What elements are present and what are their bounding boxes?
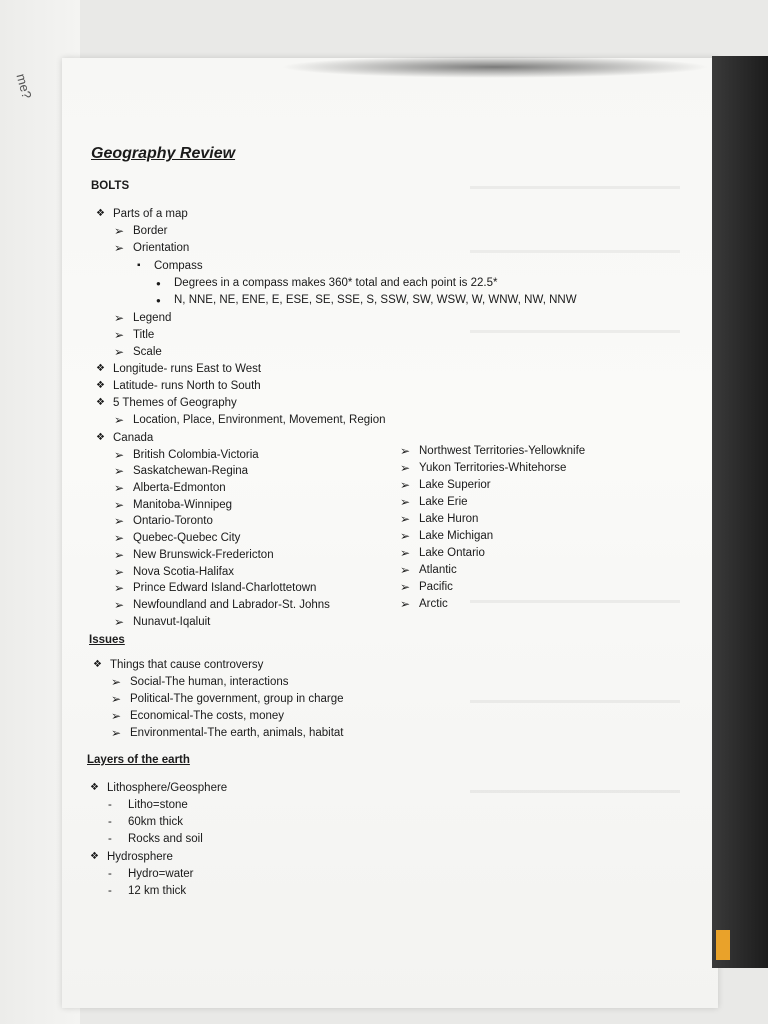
list-item: ❖ Longitude- runs East to West [113, 362, 261, 376]
list-item: ➢ Scale [133, 345, 162, 359]
list-item: ➢ Political-The government, group in charge [130, 692, 344, 706]
list-item: ➢ Title [133, 328, 154, 342]
issues-heading: Issues [89, 634, 125, 646]
margin-note: me? [13, 72, 35, 101]
list-item: ➢ Social-The human, interactions [130, 675, 289, 689]
list-item: ➢ Orientation [133, 241, 189, 255]
province-item: ➢ Newfoundland and Labrador-St. Johns [133, 598, 330, 612]
list-item: ➢ Border [133, 224, 168, 238]
province-item: ➢ Nunavut-Iqaluit [133, 615, 210, 629]
province-item: ➢ Saskatchewan-Regina [133, 464, 248, 478]
territory-lake-ocean-item: ➢ Arctic [419, 597, 448, 611]
list-item: ● Degrees in a compass makes 360* total and each point is 22.5* [174, 276, 497, 290]
territory-lake-ocean-item: ➢ Yukon Territories-Whitehorse [419, 461, 566, 475]
page-title: Geography Review [91, 145, 236, 162]
list-item: - Hydro=water [128, 867, 194, 881]
list-item: ➢ Environmental-The earth, animals, habitat [130, 726, 344, 740]
territory-lake-ocean-item: ➢ Lake Erie [419, 495, 468, 509]
list-item: ▪ Compass [154, 259, 203, 273]
bleed-through [470, 330, 680, 333]
list-item: ❖ Canada [113, 431, 153, 445]
province-item: ➢ British Colombia-Victoria [133, 448, 259, 462]
province-item: ➢ Quebec-Quebec City [133, 531, 240, 545]
list-item: - 12 km thick [128, 884, 186, 898]
province-item: ➢ New Brunswick-Fredericton [133, 548, 274, 562]
dark-edge [712, 56, 768, 968]
list-item: ❖ Hydrosphere [107, 850, 173, 864]
territory-lake-ocean-item: ➢ Northwest Territories-Yellowknife [419, 444, 585, 458]
bleed-through [470, 600, 680, 603]
list-item: ❖ Things that cause controversy [110, 658, 263, 672]
list-item: ❖ Latitude- runs North to South [113, 379, 261, 393]
list-item: ➢ Legend [133, 311, 171, 325]
province-item: ➢ Nova Scotia-Halifax [133, 565, 234, 579]
territory-lake-ocean-item: ➢ Lake Michigan [419, 529, 493, 543]
bleed-through [470, 700, 680, 703]
bleed-through [470, 790, 680, 793]
list-item: ● N, NNE, NE, ENE, E, ESE, SE, SSE, S, SSW, SW, WSW, W, WNW, NW, NNW [174, 293, 577, 307]
territory-lake-ocean-item: ➢ Lake Huron [419, 512, 478, 526]
territory-lake-ocean-item: ➢ Atlantic [419, 563, 457, 577]
list-item: ➢ Economical-The costs, money [130, 709, 284, 723]
province-item: ➢ Manitoba-Winnipeg [133, 498, 232, 512]
province-item: ➢ Prince Edward Island-Charlottetown [133, 581, 316, 595]
layers-heading: Layers of the earth [87, 754, 190, 766]
list-item: ❖ 5 Themes of Geography [113, 396, 237, 410]
top-shadow [280, 56, 710, 78]
bolts-heading: BOLTS [91, 180, 130, 192]
list-item: - Rocks and soil [128, 832, 203, 846]
list-item: - Litho=stone [128, 798, 188, 812]
territory-lake-ocean-item: ➢ Lake Superior [419, 478, 491, 492]
list-item: ❖ Lithosphere/Geosphere [107, 781, 227, 795]
territory-lake-ocean-item: ➢ Pacific [419, 580, 453, 594]
list-item: - 60km thick [128, 815, 183, 829]
province-item: ➢ Ontario-Toronto [133, 514, 213, 528]
province-item: ➢ Alberta-Edmonton [133, 481, 226, 495]
orange-tab [716, 930, 730, 960]
territory-lake-ocean-item: ➢ Lake Ontario [419, 546, 485, 560]
bleed-through [470, 186, 680, 189]
list-item: ❖ Parts of a map [113, 207, 188, 221]
list-item: ➢ Location, Place, Environment, Movement, Region [133, 413, 386, 427]
bleed-through [470, 250, 680, 253]
